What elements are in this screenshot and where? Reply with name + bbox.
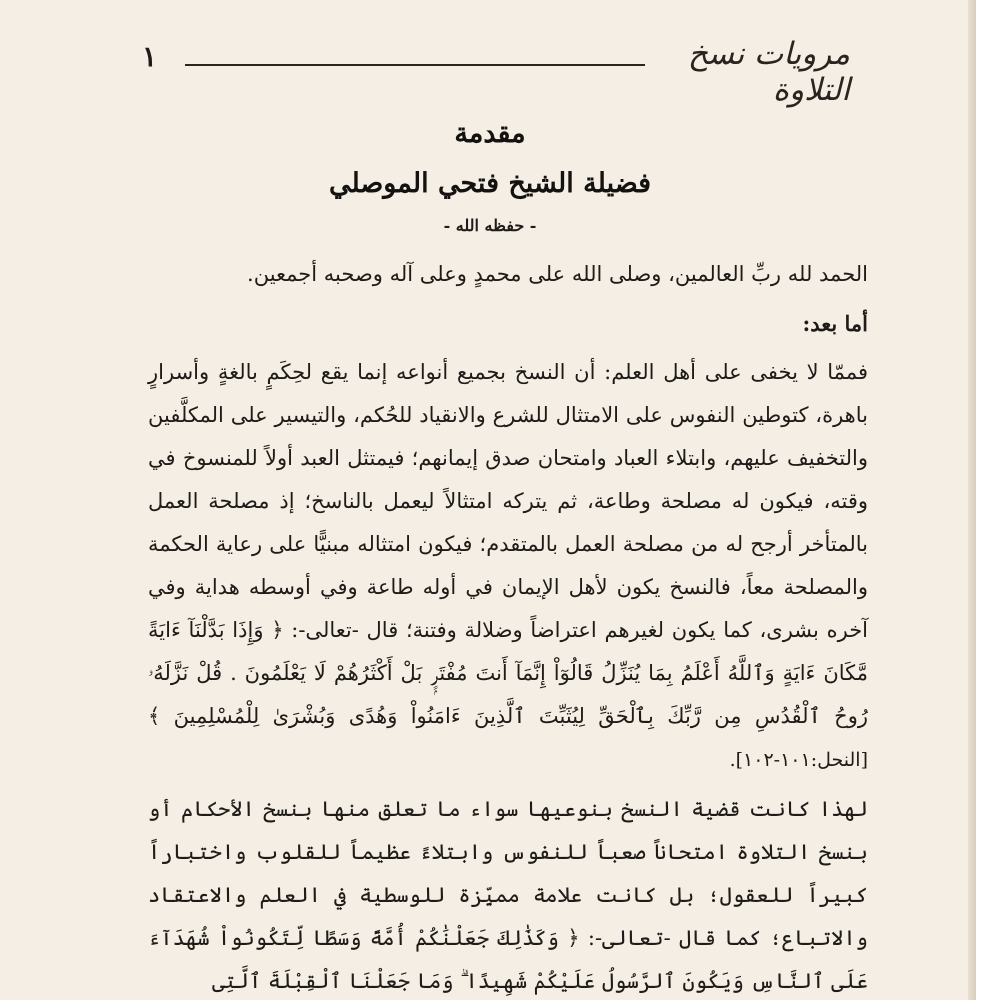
- opening-paragraph: الحمد لله ربِّ العالمين، وصلى الله على محمدٍ وعلى آله وصحبه أجمعين.: [247, 262, 868, 286]
- body-text: [148, 253, 868, 1000]
- amma-bad-label: أما بعد:: [802, 311, 868, 336]
- quran-verse-1: ﴿ وَإِذَا بَدَّلْنَآ ءَايَةً مَّكَانَ ءَايَةٍ وَٱللَّهُ أَعْلَمُ بِمَا يُنَزِّلُ قَالُوٓاْ إِنَّمَآ أَنتَ مُفْتَرٍۭ بَلْ أَكْثَرُهُمْ لَا يَعْلَمُونَ . قُلْ نَزَّلَهُۥ رُوحُ ٱلْقُدُسِ مِن رَّبِّكَ بِٱلْحَقِّ لِيُثَبِّتَ ٱلَّذِينَ ءَامَنُواْ وَهُدًى وَبُشْرَىٰ لِلْمُسْلِمِينَ ﴾: [148, 618, 868, 728]
- paragraph-2-text: لهذا كانت قضية النسخ بنوعيها سواء ما تعلق منها بنسخ الأحكام أو بنسخ التلاوة امتحاناً صعباً للنفوس وابتلاءً عظيماً للقلوب واختباراً كبيراً للعقول؛ بل كانت علامة مميِّزة للوسطية في العلم والاعتقاد والاتباع؛ كما قال -تعالى-:: [148, 797, 868, 950]
- page-number: ١: [142, 40, 158, 73]
- section-subtitle: فضيلة الشيخ فتحي الموصلي: [328, 168, 652, 199]
- paragraph-2: [148, 788, 868, 1000]
- verse-1-reference: [النحل:١٠١-١٠٢].: [729, 749, 868, 771]
- running-title: مرويات نسخ التلاوة: [687, 36, 850, 108]
- quran-verse-2: ﴿ وَكَذَٰلِكَ جَعَلْنَٰكُمْ أُمَّةً وَسَطًا لِّتَكُونُواْ شُهَدَآءَ عَلَى ٱلنَّاسِ وَيَكُونَ ٱلرَّسُولُ عَلَيْكُمْ شَهِيدًا ۗ وَمَا جَعَلْنَا ٱلْقِبْلَةَ ٱلَّتِى: [148, 926, 868, 993]
- paragraph-1: [148, 351, 868, 782]
- header-rule: [185, 64, 645, 66]
- section-title: مقدمة: [454, 118, 526, 149]
- paragraph-1-text: فممّا لا يخفى على أهل العلم: أن النسخ بجميع أنواعه إنما يقع لحِكَمٍ بالغةٍ وأسرارٍ باهرة، كتوطين النفوس على الامتثال للشرع والانقياد للحُكم، والتيسير على المكلَّفين والتخفيف عليهم، وابتلاء العباد وامتحان صدق إيمانهم؛ فيمتثل العبد أولاً للمنسوخ في وقته، فيكون له مصلحة وطاعة، ثم يتركه امتثالاً ليعمل بالناسخ؛ إذ مصلحة العمل بالمتأخر أرجح له من مصلحة العمل بالمتقدم؛ فيكون امتثاله مبنيًّا على رعاية الحكمة والمصلحة معاً، فالنسخ يكون لأهل الإيمان في أوله طاعة وفي أوسطه هداية وفي آخره بشرى، كما يكون لغيرهم اعتراضاً وضلالة وفتنة؛ قال -تعالى-:: [148, 360, 869, 642]
- honorific: - حفظه الله -: [443, 216, 537, 235]
- page-edge: [968, 0, 976, 1000]
